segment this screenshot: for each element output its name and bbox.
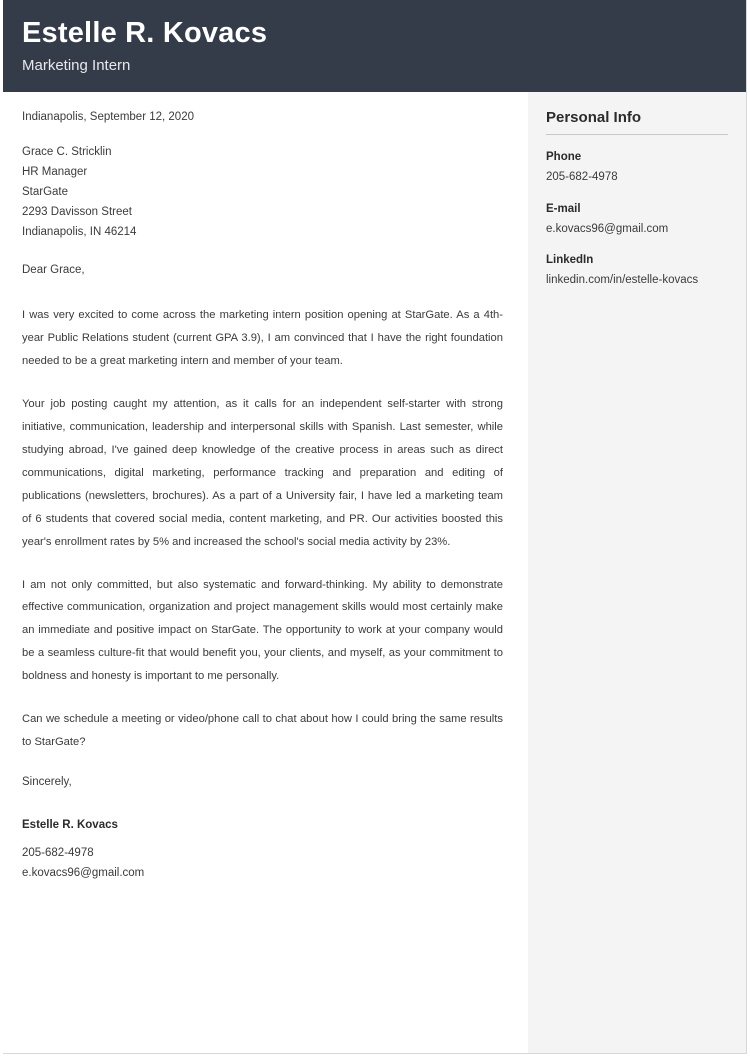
info-item-phone (546, 149, 728, 187)
recipient-address-block (22, 142, 503, 243)
recipient-city-state-zip: Indianapolis, IN 46214 (22, 226, 137, 239)
applicant-job-title: Marketing Intern (22, 56, 131, 74)
info-label: E-mail (546, 202, 581, 215)
recipient-street: 2293 Davisson Street (22, 206, 132, 219)
signature-block (22, 817, 503, 884)
letter-paragraph-1: I was very excited to come across the marketing intern position opening at StarGate. As a 4th-year Public Relations student (current GPA 3.9), I am convinced that I have the right foundation needed to be a great marketing intern and member of your team. (22, 308, 503, 367)
cover-letter-page (3, 0, 747, 1054)
applicant-name: Estelle R. Kovacs (22, 16, 268, 49)
letter-salutation: Dear Grace, (22, 264, 85, 277)
personal-info-sidebar (528, 92, 746, 1054)
letter-column (3, 92, 528, 1054)
heading-divider (546, 134, 728, 135)
letter-paragraph-4: Can we schedule a meeting or video/phone call to chat about how I could bring the same results to StarGate? (22, 713, 503, 749)
letter-date: Indianapolis, September 12, 2020 (22, 111, 194, 123)
info-label: Phone (546, 151, 582, 163)
info-item-email (546, 201, 728, 239)
recipient-name: Grace C. Stricklin (22, 145, 112, 158)
signature-phone: 205-682-4978 (22, 846, 94, 859)
letter-paragraph-2: Your job posting caught my attention, as it calls for an independent self-starter with strong initiative, communication, leadership and interpersonal skills with Spanish. Last semester, while studying abroad, I've gained deep knowledge of the creative process in areas such as direct communications, digital marketing, performance tracking and preparation and editing of publications (newsletters, brochures). As a part of a University fair, I have led a marketing team of 6 students that covered social media, content marketing, and PR. Our activities boosted this year's enrollment rates by 5% and increased the school's social media activity by 23%. (22, 397, 503, 548)
info-label: LinkedIn (546, 254, 594, 266)
letter-closing: Sincerely, (22, 776, 72, 789)
personal-info-heading: Personal Info (546, 109, 642, 126)
document-header (3, 0, 746, 92)
signature-name: Estelle R. Kovacs (22, 818, 118, 831)
signature-email: e.kovacs96@gmail.com (22, 866, 145, 879)
info-value[interactable]: linkedin.com/in/estelle-kovacs (546, 274, 699, 287)
info-value[interactable]: e.kovacs96@gmail.com (546, 222, 669, 235)
info-item-linkedin (546, 252, 728, 290)
recipient-company: StarGate (22, 185, 69, 198)
document-body (3, 92, 746, 1054)
info-value: 205-682-4978 (546, 171, 618, 184)
letter-paragraph-3: I am not only committed, but also systematic and forward-thinking. My ability to demonstrate effective communication, organization and project management skills would most certainly make an immediate and positive impact on StarGate. The opportunity to work at your company would be a seamless culture-fit that would benefit you, your clients, and myself, as your commitment to boldness and honesty is important to me personally. (22, 578, 503, 683)
recipient-role: HR Manager (22, 165, 88, 178)
